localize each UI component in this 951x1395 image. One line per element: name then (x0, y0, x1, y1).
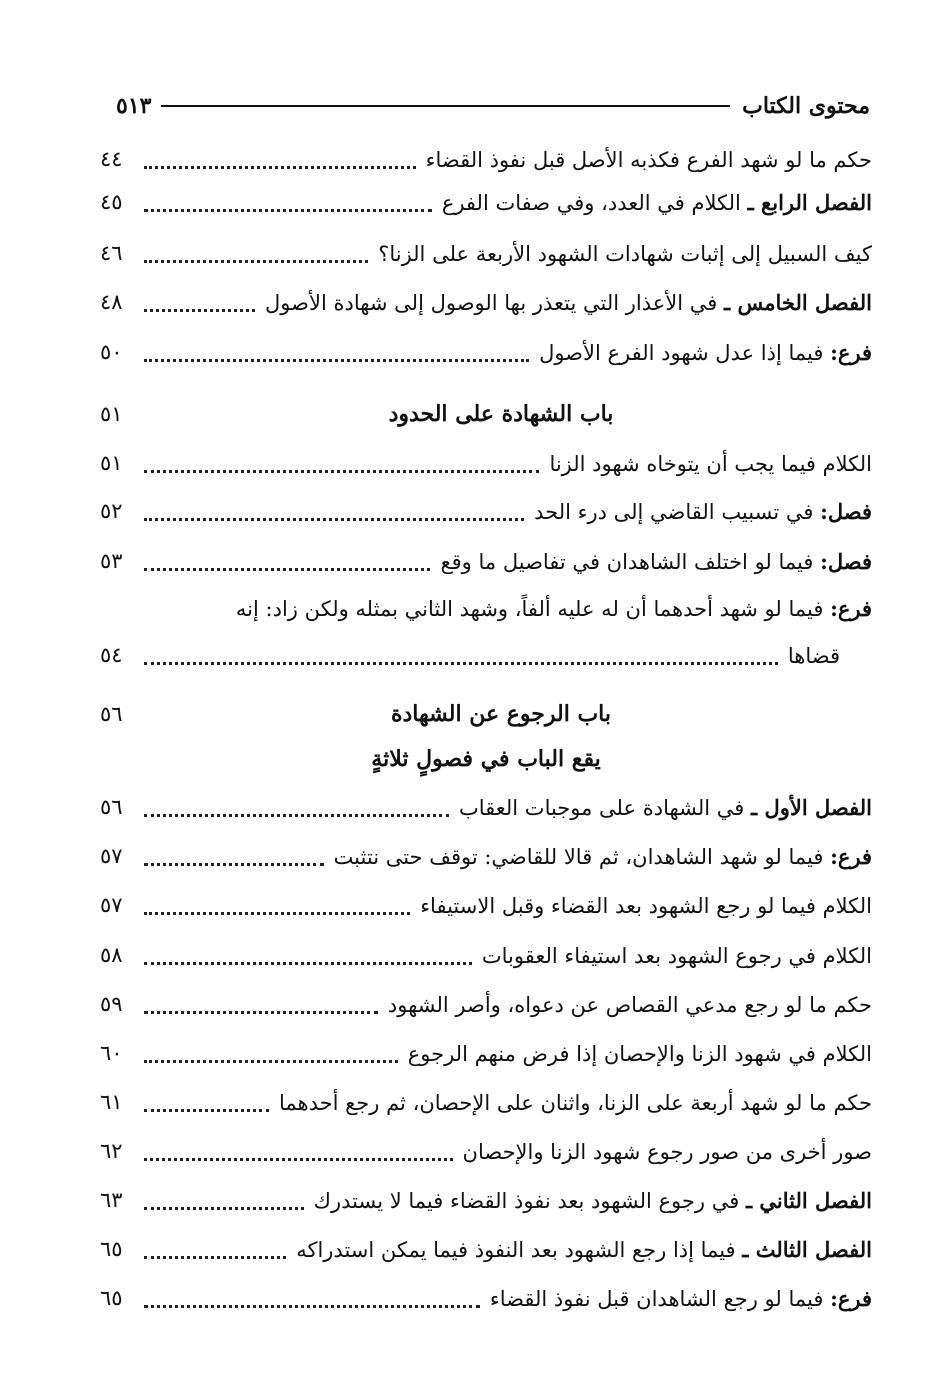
entry-page: ٥٣ (100, 549, 123, 573)
toc-entry (100, 885, 872, 925)
leader-dots (144, 254, 368, 263)
entry-text: فيما إذا عدل شهود الفرع الأصول (539, 340, 824, 365)
entry-page: ٦٠ (100, 1041, 123, 1065)
entry-text: فيما إذا رجع الشهود بعد النفوذ فيما يمكن استدراكه (296, 1237, 736, 1262)
leader-dots (144, 303, 255, 312)
entry-lead: فصل: (820, 548, 872, 574)
running-header (116, 84, 870, 128)
entry-text: حكم ما لو شهد الفرع فكذبه الأصل قبل نفوذ القضاء (425, 147, 872, 172)
entry-page: ٥٨ (100, 943, 123, 967)
entry-page: ٥٧ (100, 844, 123, 868)
toc-entry (100, 443, 872, 483)
entry-text: فيما لو شهد أحدهما أن له عليه ألفاً، وشهد الثاني بمثله ولكن زاد: إنه (235, 597, 824, 621)
leader-dots (144, 1152, 453, 1161)
leader-dots (144, 1103, 269, 1112)
chapter-title: باب الشهادة على الحدود (388, 401, 614, 427)
toc-entry (100, 787, 872, 827)
entry-text: الكلام في رجوع الشهود بعد استيفاء العقوبات (481, 943, 872, 968)
entry-text: حكم ما لو رجع مدعي القصاص عن دعواه، وأصر الشهود (387, 992, 872, 1017)
chapter-heading (100, 394, 872, 434)
toc-entry (100, 1033, 872, 1073)
entry-text: في الشهادة على موجبات العقاب (458, 795, 745, 820)
entry-lead: فرع: (830, 843, 872, 869)
toc-entry (100, 332, 872, 372)
entry-text: فيما لو رجع الشاهدان قبل نفوذ القضاء (489, 1286, 824, 1311)
entry-lead: الفصل الرابع ـ (747, 189, 872, 215)
toc-entry (100, 1229, 872, 1269)
entry-text: الكلام في العدد، وفي صفات الفرع (441, 190, 741, 215)
leader-dots (144, 808, 449, 817)
running-title: محتوى الكتاب (742, 93, 870, 119)
entry-lead: الفصل الثاني ـ (745, 1187, 872, 1213)
toc-entry (100, 282, 872, 322)
entry-lead: الفصل الخامس ـ (724, 289, 872, 315)
chapter-subheading: يقع الباب في فصولٍ ثلاثةٍ (371, 746, 601, 772)
leader-dots (144, 512, 524, 521)
entry-text: صور أخرى من صور رجوع شهود الزنا والإحصان (462, 1139, 872, 1164)
chapter-page: ٥٦ (100, 702, 123, 726)
leader-dots (144, 562, 430, 571)
entry-text: فيما لو اختلف الشاهدان في تفاصيل ما وقع (440, 549, 814, 574)
entry-lead: الفصل الأول ـ (751, 794, 872, 820)
leader-dots (144, 1299, 480, 1308)
entry-lead: فرع: (830, 596, 872, 621)
entry-page: ٦٥ (100, 1286, 123, 1310)
toc-entry (100, 233, 872, 273)
entry-page: ٥٢ (100, 499, 123, 523)
entry-page: ٤٥ (100, 190, 123, 214)
leader-dots (144, 203, 432, 212)
entry-lead: الفصل الثالث ـ (742, 1236, 872, 1262)
toc-entry (100, 541, 872, 581)
header-rule (161, 105, 730, 107)
entry-page: ٥٠ (100, 340, 123, 364)
entry-text: الكلام في شهود الزنا والإحصان إذا فرض منهم الرجوع (407, 1041, 872, 1066)
entry-text: كيف السبيل إلى إثبات شهادات الشهود الأربعة على الزنا؟ (378, 241, 872, 266)
entry-page: ٦١ (100, 1090, 123, 1114)
toc-entry (100, 1278, 872, 1318)
toc-entry (100, 182, 872, 222)
entry-text: في تسبيب القاضي إلى درء الحد (534, 499, 814, 524)
leader-dots (144, 656, 778, 665)
toc-entry (100, 1131, 872, 1171)
toc-entry (100, 836, 872, 876)
entry-page: ٦٢ (100, 1139, 123, 1163)
entry-page: ٥١ (100, 451, 123, 475)
chapter-heading (100, 694, 872, 734)
entry-page: ٤٤ (100, 147, 123, 171)
toc-entry-continuation (100, 635, 840, 675)
entry-page: ٥٩ (100, 992, 123, 1016)
leader-dots (144, 1250, 286, 1259)
toc-entry (100, 1180, 872, 1220)
toc-entry (100, 491, 872, 531)
leader-dots (144, 160, 416, 169)
chapter-title: باب الرجوع عن الشهادة (390, 701, 612, 727)
entry-lead: فرع: (830, 339, 872, 365)
entry-text: في رجوع الشهود بعد نفوذ القضاء فيما لا يستدرك (313, 1188, 740, 1213)
entry-page: ٤٦ (100, 241, 123, 265)
entry-text: فيما لو شهد الشاهدان، ثم قالا للقاضي: توقف حتى نتثبت (333, 844, 824, 869)
entry-text: حكم ما لو شهد أربعة على الزنا، واثنان على الإحصان، ثم رجع أحدهما (278, 1090, 872, 1115)
entry-page: ٤٨ (100, 290, 123, 314)
leader-dots (144, 1005, 378, 1014)
entry-page: ٦٣ (100, 1188, 123, 1212)
toc-entry (100, 984, 872, 1024)
entry-page: ٥٦ (100, 795, 123, 819)
leader-dots (144, 353, 529, 362)
leader-dots (144, 1054, 398, 1063)
entry-lead: فرع: (830, 1285, 872, 1311)
toc-entry (100, 1082, 872, 1122)
entry-text: قضاها (787, 643, 840, 668)
leader-dots (144, 906, 410, 915)
entry-lead: فصل: (820, 498, 872, 524)
page-number: ٥١٣ (116, 93, 152, 119)
entry-page: ٦٥ (100, 1237, 123, 1261)
toc-entry (100, 935, 872, 975)
entry-page: ٥٧ (100, 893, 123, 917)
leader-dots (144, 464, 539, 473)
entry-page: ٥٤ (100, 643, 123, 667)
entry-text: في الأعذار التي يتعذر بها الوصول إلى شهادة الأصول (265, 290, 718, 315)
toc-entry (100, 139, 872, 179)
leader-dots (144, 857, 324, 866)
chapter-page: ٥١ (100, 402, 123, 426)
leader-dots (144, 956, 472, 965)
leader-dots (144, 1201, 304, 1210)
toc-entry-wrapped (100, 589, 872, 629)
entry-text: الكلام فيما لو رجع الشهود بعد القضاء وقبل الاستيفاء (420, 893, 872, 918)
entry-text: الكلام فيما يجب أن يتوخاه شهود الزنا (549, 451, 872, 476)
